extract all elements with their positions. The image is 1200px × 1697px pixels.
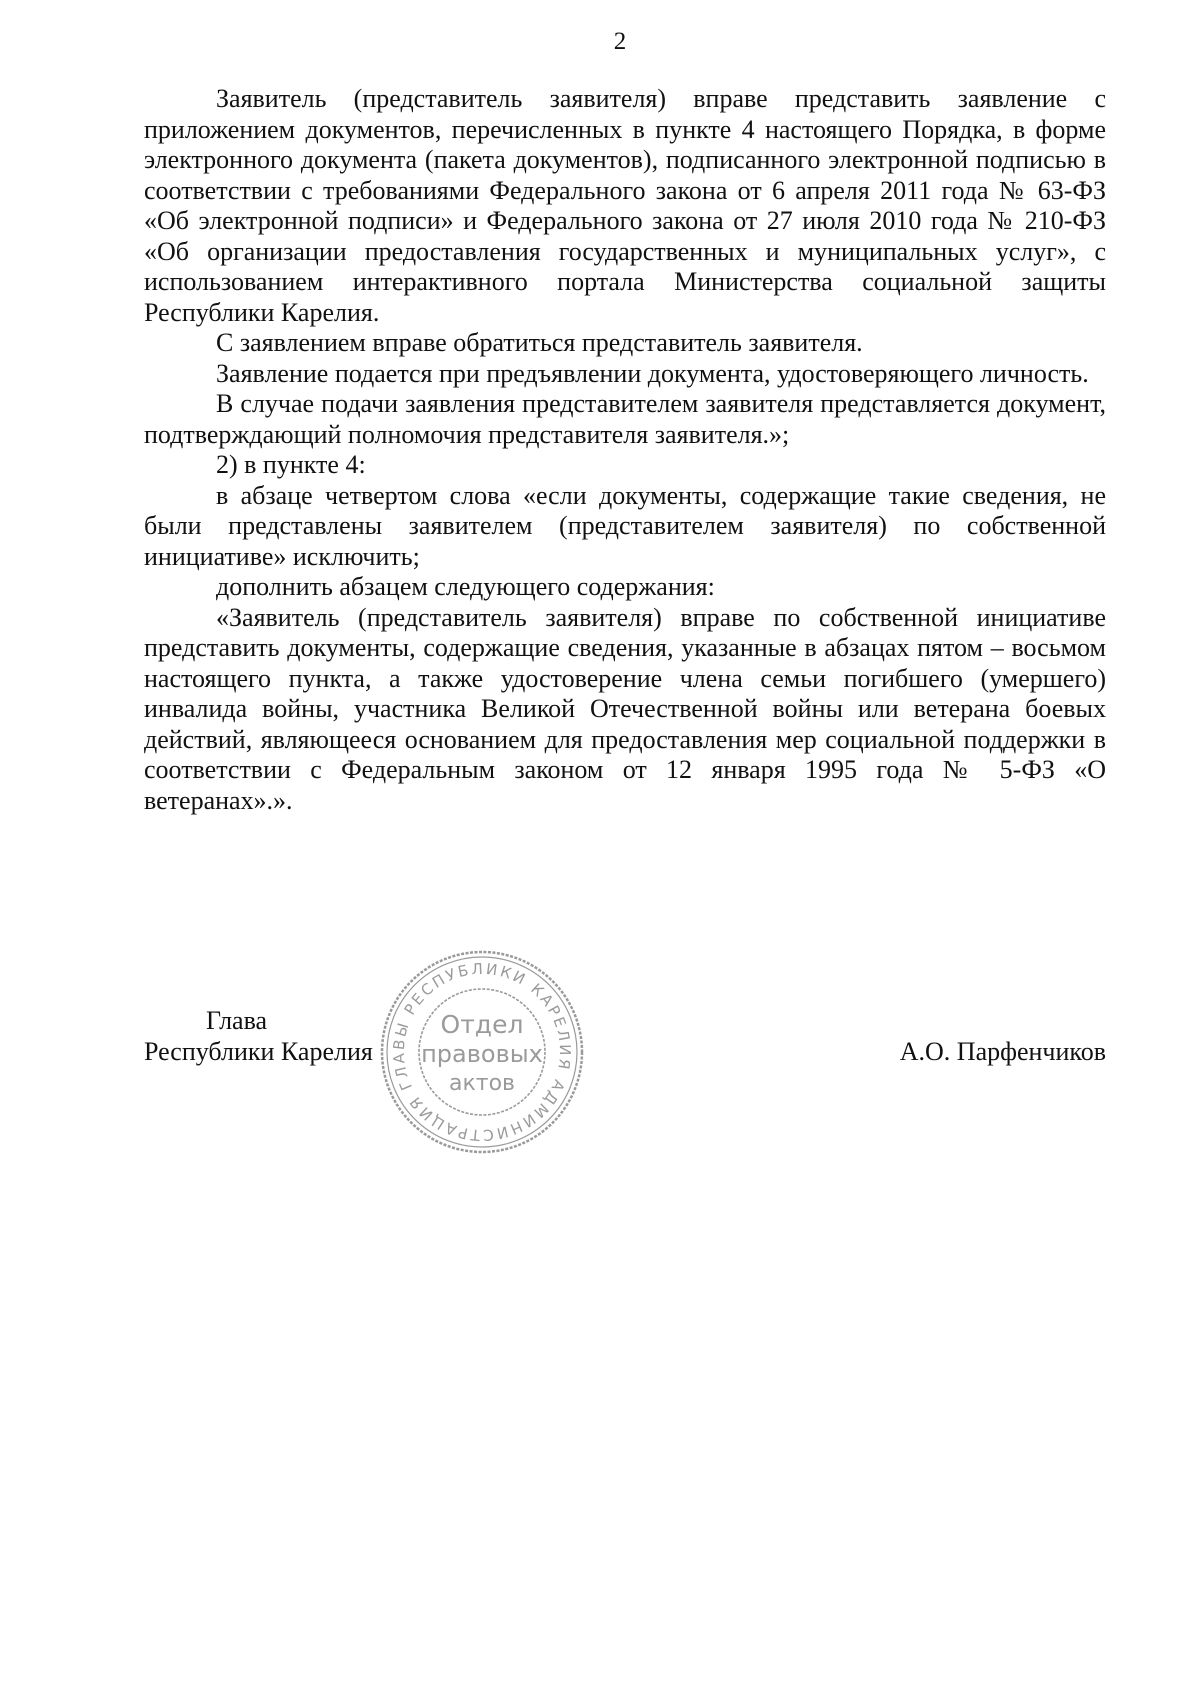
paragraph-authority-document: В случае подачи заявления представителем заявителя представляется документ, подтверждающий полномочия представителя заявителя.»; (144, 389, 1106, 449)
stamp-center-line2: правовых (421, 1040, 543, 1068)
paragraph-item-2: 2) в пункте 4: (216, 450, 366, 479)
paragraph-identity-document: Заявление подается при предъявлении документа, удостоверяющего личность. (216, 358, 1089, 388)
signatory-name: А.О. Парфенчиков (899, 1036, 1106, 1066)
stamp-seal-icon (378, 948, 586, 1156)
signatory-title-line2: Республики Карелия (144, 1036, 373, 1066)
page-number: 2 (613, 28, 627, 55)
signatory-title (144, 1006, 373, 1067)
paragraph-supplement: дополнить абзацем следующего содержания: (216, 572, 715, 601)
signature-block (144, 1006, 1106, 1076)
paragraph-electronic-submission: Заявитель (представитель заявителя) вправе представить заявление с приложением документов, перечисленных в пункте 4 настоящего Порядка, в форме электронного документа (пакета документов), подписанного электронной подписью в соответствии с требованиями Федерального закона от 6 апреля 2011 года № 63-ФЗ «Об электронной подписи» и Федерального закона от 27 июля 2010 года № 210-ФЗ «Об организации предоставления государственных и муниципальных услуг», с использованием интерактивного портала Министерства социальной защиты Республики Карелия. (144, 84, 1106, 327)
stamp-ring-text: АДМИНИСТРАЦИЯ ГЛАВЫ РЕСПУБЛИКИ КАРЕЛИЯ (389, 959, 575, 1145)
official-stamp (378, 948, 586, 1156)
paragraph-exclusion: в абзаце четвертом слова «если документы, содержащие такие сведения, не были представлены заявителем (представителем заявителя) по собственной инициативе» исключить; (144, 480, 1106, 571)
paragraph-veterans-law: «Заявитель (представитель заявителя) вправе по собственной инициативе представить документы, содержащие сведения, указанные в абзацах пятом – восьмом настоящего пункта, а также удостоверение члена семьи погибшего (умершего) инвалида войны, участника Великой Отечественной войны или ветерана боевых действий, являющееся основанием для предоставления мер социальной поддержки в соответствии с Федеральным законом от 12 января 1995 года № 5-ФЗ «О ветеранах».». (144, 602, 1106, 815)
paragraph-representative: С заявлением вправе обратиться представитель заявителя. (216, 328, 863, 357)
stamp-center-line3: актов (448, 1071, 516, 1096)
stamp-center-line1: Отдел (440, 1010, 524, 1039)
document-body (144, 84, 1106, 816)
signatory-title-line1: Глава (206, 1006, 268, 1035)
